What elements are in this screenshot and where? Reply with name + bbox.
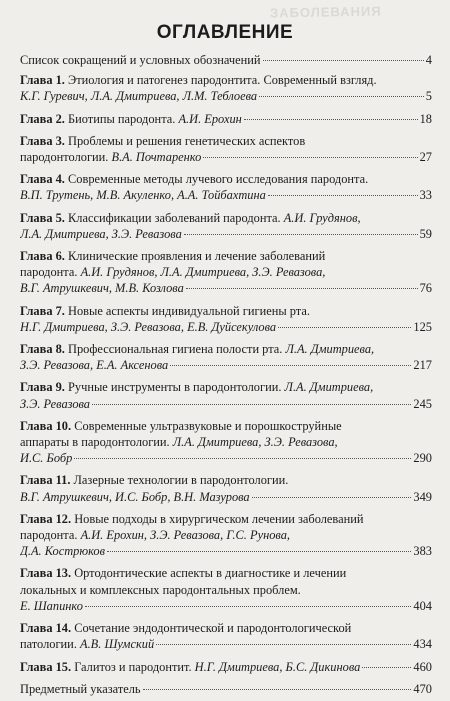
toc-entry-text xyxy=(20,210,361,226)
toc-entry-text xyxy=(20,187,266,203)
toc-entry xyxy=(20,681,432,697)
page-number: 125 xyxy=(413,319,432,334)
toc-entry-text xyxy=(20,681,141,697)
dot-leader xyxy=(268,195,418,196)
chapter-title-text: Новые подходы в хирургическом лечении заболеваний xyxy=(71,511,364,526)
dot-leader xyxy=(186,288,418,289)
page-number: 383 xyxy=(413,544,432,559)
toc-entry xyxy=(20,52,432,68)
toc-entry-line xyxy=(20,489,432,505)
author-names: А.И. Грудянов, Л.А. Дмитриева, З.Э. Ревазова, xyxy=(80,265,326,280)
toc-entry-line xyxy=(20,450,432,466)
chapter-title-text: Лазерные технологии в пародонтологии. xyxy=(70,473,289,488)
chapter-title-text: Современные методы лучевого исследования пародонта. xyxy=(64,172,369,187)
page-number: 460 xyxy=(413,659,432,674)
dot-leader xyxy=(156,644,411,645)
toc-entry-line xyxy=(20,210,432,226)
page-number: 245 xyxy=(413,396,432,411)
page-number: 404 xyxy=(413,598,432,613)
chapter-title-text: пародонтологии. xyxy=(20,150,112,165)
chapter-title-text: Этиология и патогенез пародонтита. Современный взгляд. xyxy=(64,73,377,88)
toc-entry-text xyxy=(20,543,105,559)
toc-entry-line xyxy=(20,248,432,264)
bleed-through-text: ЗАБОЛЕВАНИЯ xyxy=(269,3,382,21)
chapter-title-text: Современные ультразвуковые и порошкоструйные xyxy=(71,418,342,433)
toc-entry-text xyxy=(20,111,242,127)
page-number: 76 xyxy=(419,281,432,296)
toc-entry xyxy=(20,659,432,675)
toc-entry-text xyxy=(20,171,368,187)
page-number: 18 xyxy=(419,111,432,126)
chapter-label: Глава 12. xyxy=(20,511,72,526)
chapter-label: Глава 14. xyxy=(20,621,72,636)
toc-entry-line xyxy=(20,171,432,187)
page-number: 349 xyxy=(413,489,432,504)
author-names: Д.А. Кострюков xyxy=(20,544,105,559)
toc-entry-text xyxy=(20,319,276,335)
dot-leader xyxy=(252,497,412,498)
author-names: К.Г. Гуревич, Л.А. Дмитриева, Л.М. Теблоева xyxy=(20,89,258,104)
toc-entry-text xyxy=(20,264,325,280)
toc-entry-text xyxy=(20,133,305,149)
author-names: В.Г. Атрушкевич, М.В. Козлова xyxy=(20,281,184,296)
chapter-label: Глава 2. xyxy=(20,111,65,126)
page-number: 290 xyxy=(413,451,432,466)
toc-entry-text xyxy=(20,418,342,434)
page-number: 470 xyxy=(413,681,432,696)
toc-entry-text xyxy=(20,527,290,543)
author-names: А.В. Шумский xyxy=(80,637,155,652)
author-names: А.И. Ерохин xyxy=(178,111,242,126)
toc-entry-line xyxy=(20,52,432,68)
author-names: В.Г. Атрушкевич, И.С. Бобр, В.Н. Мазурова xyxy=(20,489,250,504)
toc-entry-text xyxy=(20,582,301,598)
author-names: Е. Шапинко xyxy=(20,598,83,613)
toc-entry-text xyxy=(20,303,310,319)
chapter-label: Глава 9. xyxy=(20,380,65,395)
toc-entry xyxy=(20,565,432,614)
chapter-title-text: Сочетание эндодонтической и пародонтологической xyxy=(71,621,352,636)
toc-entry-line xyxy=(20,264,432,280)
chapter-title-text: Классификации заболеваний пародонта. xyxy=(64,210,284,225)
author-names: З.Э. Ревазова xyxy=(20,396,91,411)
toc-entry-text xyxy=(20,489,250,505)
toc-entry-line xyxy=(20,472,432,488)
author-names: В.А. Почтаренко xyxy=(111,150,202,165)
page-number: 27 xyxy=(419,150,432,165)
toc-entry-line xyxy=(20,303,432,319)
toc-entry xyxy=(20,620,432,652)
dot-leader xyxy=(203,157,417,158)
chapter-title-text: Ручные инструменты в пародонтологии. xyxy=(64,380,285,395)
toc-entry-text xyxy=(20,149,201,165)
chapter-title-text: патологии. xyxy=(20,637,81,652)
toc-entry-text xyxy=(20,450,72,466)
toc-entry-text xyxy=(20,248,325,264)
chapter-title-text: Биотипы пародонта. xyxy=(64,111,179,126)
toc-entry-text xyxy=(20,72,377,88)
page-number: 434 xyxy=(413,637,432,652)
author-names: Н.Г. Дмитриева, З.Э. Ревазова, Е.В. Дуйсекулова xyxy=(20,319,277,334)
author-names: А.И. Грудянов, xyxy=(283,210,361,225)
toc-entry-line xyxy=(20,111,432,127)
table-of-contents xyxy=(20,52,432,701)
toc-entry-line xyxy=(20,598,432,614)
chapter-label: Глава 11. xyxy=(20,473,71,488)
dot-leader xyxy=(92,404,411,405)
chapter-title-text: Проблемы и решения генетических аспектов xyxy=(64,133,306,148)
chapter-title-text: аппараты в пародонтологии. xyxy=(20,435,173,450)
toc-entry xyxy=(20,418,432,467)
toc-entry-line xyxy=(20,511,432,527)
page-number: 217 xyxy=(413,358,432,373)
toc-entry xyxy=(20,248,432,297)
toc-entry-text xyxy=(20,396,90,412)
author-names: Л.А. Дмитриева, З.Э. Ревазова xyxy=(20,226,182,241)
toc-entry-text xyxy=(20,565,346,581)
toc-entry-text xyxy=(20,379,373,395)
chapter-title-text: Список сокращений и условных обозначений xyxy=(20,53,261,67)
dot-leader xyxy=(143,689,412,690)
toc-entry-line xyxy=(20,88,432,104)
chapter-label: Глава 8. xyxy=(20,342,65,357)
chapter-label: Глава 3. xyxy=(20,133,65,148)
dot-leader xyxy=(278,327,411,328)
chapter-title-text: локальных и комплексных пародонтальных проблем. xyxy=(20,582,301,597)
toc-entry-line xyxy=(20,565,432,581)
chapter-label: Глава 15. xyxy=(20,659,72,674)
toc-entry-line xyxy=(20,187,432,203)
toc-entry-text xyxy=(20,620,351,636)
author-names: В.П. Трутень, М.В. Акуленко, А.А. Тойбахтина xyxy=(20,188,266,203)
toc-entry-text xyxy=(20,472,288,488)
toc-entry-text xyxy=(20,357,168,373)
chapter-label: Глава 5. xyxy=(20,210,65,225)
chapter-label: Глава 6. xyxy=(20,249,65,264)
page-number: 4 xyxy=(425,53,432,67)
toc-entry-text xyxy=(20,88,257,104)
chapter-title-text: Профессиональная гигиена полости рта. xyxy=(64,342,286,357)
dot-leader xyxy=(362,667,411,668)
dot-leader xyxy=(170,365,411,366)
dot-leader xyxy=(259,96,424,97)
toc-entry-text xyxy=(20,598,83,614)
toc-entry-line xyxy=(20,357,432,373)
chapter-title-text: Предметный указатель xyxy=(20,681,141,696)
toc-entry-line xyxy=(20,527,432,543)
chapter-title-text: пародонта. xyxy=(20,528,81,543)
chapter-label: Глава 7. xyxy=(20,303,65,318)
toc-entry xyxy=(20,379,432,411)
toc-entry-text xyxy=(20,636,154,652)
chapter-label: Глава 13. xyxy=(20,566,72,581)
author-names: Л.А. Дмитриева, xyxy=(284,380,374,395)
author-names: А.И. Ерохин, З.Э. Ревазова, Г.С. Рунова, xyxy=(80,528,290,543)
chapter-title-text: пародонта. xyxy=(20,265,81,280)
toc-entry-text xyxy=(20,434,338,450)
toc-entry-line xyxy=(20,659,432,675)
page-number: 33 xyxy=(419,188,432,203)
chapter-title-text: Галитоз и пародонтит. xyxy=(71,659,195,674)
author-names: Л.А. Дмитриева, З.Э. Ревазова, xyxy=(172,435,338,450)
toc-entry xyxy=(20,341,432,373)
toc-entry-line xyxy=(20,72,432,88)
dot-leader xyxy=(263,60,424,61)
toc-entry-line xyxy=(20,582,432,598)
chapter-label: Глава 4. xyxy=(20,172,65,187)
toc-entry xyxy=(20,111,432,127)
dot-leader xyxy=(74,458,411,459)
toc-entry xyxy=(20,72,432,104)
page-number: 5 xyxy=(425,89,432,104)
dot-leader xyxy=(244,119,418,120)
toc-entry-line xyxy=(20,149,432,165)
toc-entry xyxy=(20,511,432,560)
dot-leader xyxy=(184,234,418,235)
author-names: Н.Г. Дмитриева, Б.С. Дикинова xyxy=(194,659,361,674)
toc-entry-line xyxy=(20,319,432,335)
toc-entry-line xyxy=(20,280,432,296)
toc-entry-line xyxy=(20,418,432,434)
toc-entry-text xyxy=(20,52,261,68)
toc-entry-text xyxy=(20,341,374,357)
toc-entry xyxy=(20,472,432,504)
toc-entry-text xyxy=(20,511,364,527)
dot-leader xyxy=(85,606,411,607)
page-title: ОГЛАВЛЕНИЕ xyxy=(156,22,294,43)
toc-entry xyxy=(20,210,432,242)
toc-entry xyxy=(20,303,432,335)
toc-entry-line xyxy=(20,396,432,412)
chapter-title-text: Ортодонтические аспекты в диагностике и лечении xyxy=(71,566,347,581)
toc-entry-line xyxy=(20,226,432,242)
dot-leader xyxy=(107,551,411,552)
chapter-label: Глава 10. xyxy=(20,418,72,433)
author-names: З.Э. Ревазова, Е.А. Аксенова xyxy=(20,358,169,373)
toc-entry-line xyxy=(20,133,432,149)
chapter-title-text: Новые аспекты индивидуальной гигиены рта. xyxy=(64,303,310,318)
toc-entry-line xyxy=(20,543,432,559)
author-names: Л.А. Дмитриева, xyxy=(285,342,375,357)
toc-entry-line xyxy=(20,434,432,450)
toc-entry-text xyxy=(20,280,184,296)
author-names: И.С. Бобр xyxy=(20,451,73,466)
toc-entry xyxy=(20,171,432,203)
toc-entry-line xyxy=(20,636,432,652)
toc-entry xyxy=(20,133,432,165)
chapter-title-text: Клинические проявления и лечение заболеваний xyxy=(64,249,326,264)
page-number: 59 xyxy=(419,226,432,241)
toc-entry-text xyxy=(20,659,360,675)
toc-entry-line xyxy=(20,620,432,636)
toc-entry-line xyxy=(20,681,432,697)
toc-entry-line xyxy=(20,341,432,357)
toc-entry-text xyxy=(20,226,182,242)
chapter-label: Глава 1. xyxy=(20,73,65,88)
toc-entry-line xyxy=(20,379,432,395)
